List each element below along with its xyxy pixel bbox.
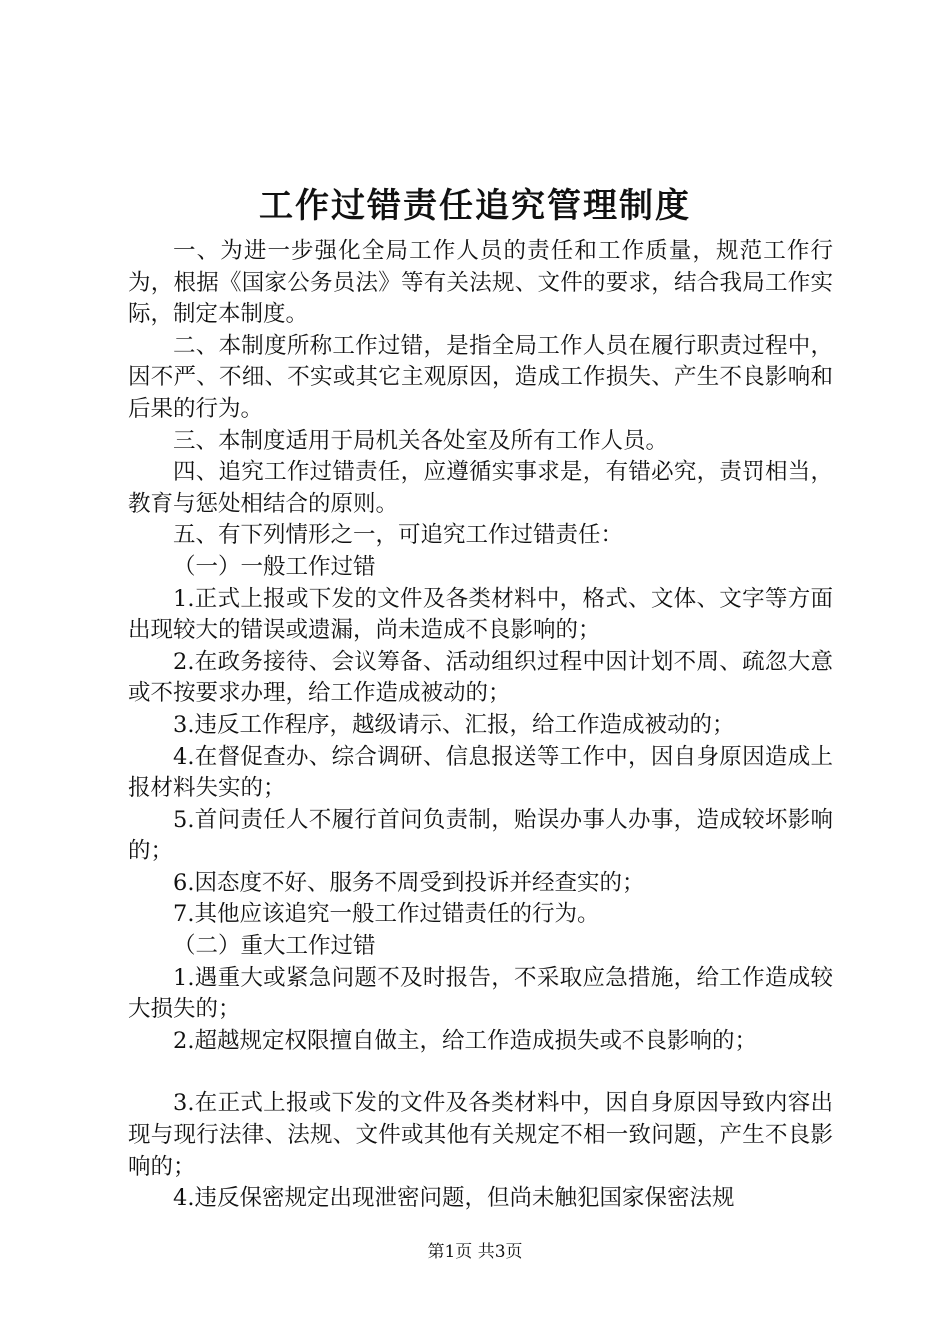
document-body [128,236,833,1215]
major-item-1: 1.遇重大或紧急问题不及时报告，不采取应急措施，给工作造成较大损失的； [128,964,833,1023]
paragraph-5: 五、有下列情形之一，可追究工作过错责任： [173,522,624,549]
paragraph-2: 二、本制度所称工作过错，是指全局工作人员在履行职责过程中，因不严、不细、不实或其它主观原因，造成工作损失、产生不良影响和后果的行为。 [128,332,833,422]
general-item-1: 1.正式上报或下发的文件及各类材料中，格式、文体、文字等方面出现较大的错误或遗漏，尚未造成不良影响的； [128,585,833,644]
general-item-5: 5.首问责任人不履行首问负责制，贻误办事人办事，造成较坏影响的； [128,806,833,865]
paragraph-3: 三、本制度适用于局机关各处室及所有工作人员。 [173,427,669,454]
major-item-4: 4.违反保密规定出现泄密问题，但尚未触犯国家保密法规 [173,1185,735,1212]
major-item-2: 2.超越规定权限擅自做主，给工作造成损失或不良影响的； [173,1027,757,1054]
page-number-footer: 第1页 共3页 [427,1242,523,1262]
document-title: 工作过错责任追究管理制度 [259,186,691,226]
paragraph-4: 四、追究工作过错责任，应遵循实事求是，有错必究，责罚相当，教育与惩处相结合的原则。 [128,459,833,517]
general-item-2: 2.在政务接待、会议筹备、活动组织过程中因计划不周、疏忽大意或不按要求办理，给工作造成被动的； [128,648,833,707]
major-item-3: 3.在正式上报或下发的文件及各类材料中，因自身原因导致内容出现与现行法律、法规、文件或其他有关规定不相一致问题，产生不良影响的； [128,1090,833,1180]
general-item-7: 7.其他应该追究一般工作过错责任的行为。 [173,901,600,928]
section-heading-major: （二）重大工作过错 [173,933,376,960]
general-item-6: 6.因态度不好、服务不周受到投诉并经查实的； [173,869,645,896]
paragraph-1: 一、为进一步强化全局工作人员的责任和工作质量，规范工作行为，根据《国家公务员法》等有关法规、文件的要求，结合我局工作实际，制定本制度。 [128,238,833,328]
section-heading-general: （一）一般工作过错 [173,553,376,580]
general-item-4: 4.在督促查办、综合调研、信息报送等工作中，因自身原因造成上报材料失实的； [128,743,833,802]
general-item-3: 3.违反工作程序，越级请示、汇报，给工作造成被动的； [173,711,735,738]
